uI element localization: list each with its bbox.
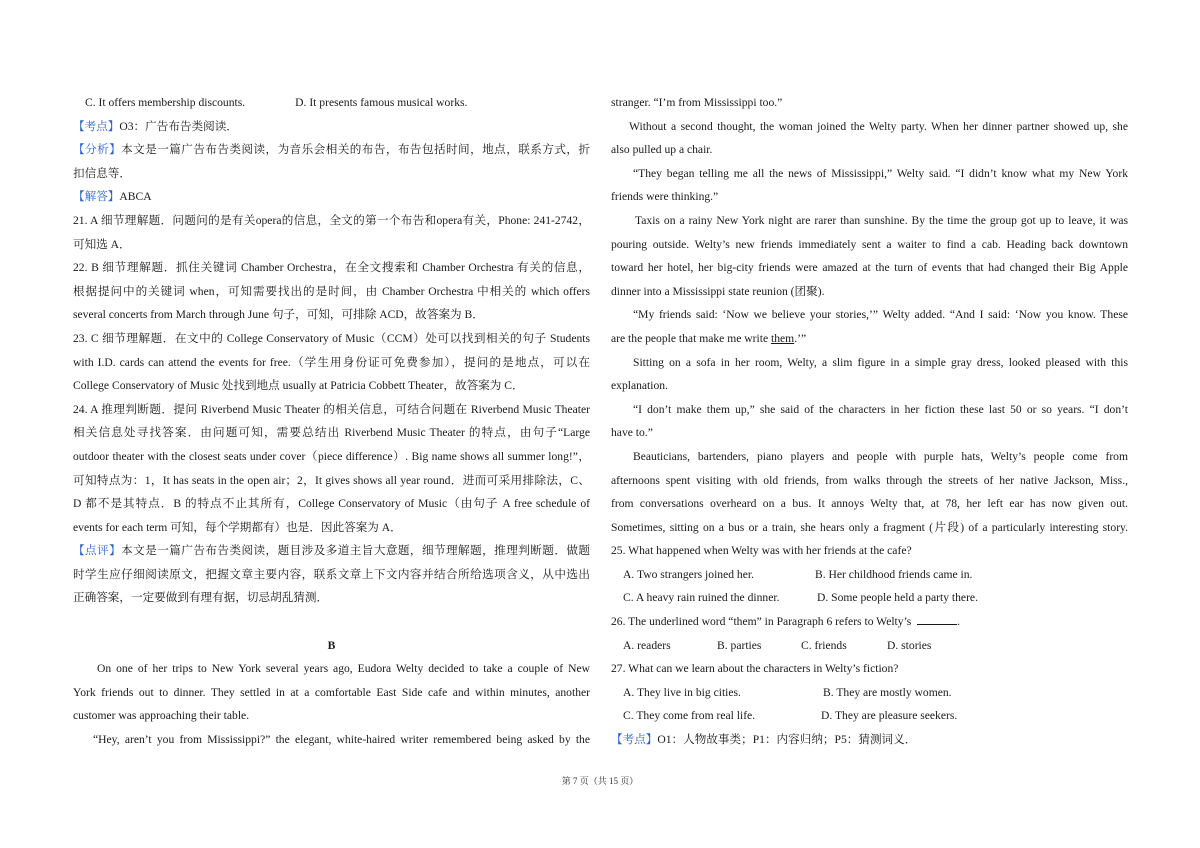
- q24-line-4: 可知特点为：1，It has seats in the open air；2，It gives shows all year round．进而可采用排除法，C、: [73, 473, 590, 487]
- q27-option-d: D. They are pleasure seekers.: [821, 709, 958, 723]
- q23-line-2: with I.D. cards can attend the events for free.（学生用身份证可免费参加），提问的是地点，可以在: [73, 355, 590, 369]
- question-26: [611, 610, 1128, 634]
- jieda-text: ABCA: [119, 190, 152, 204]
- q24-line-2: 相关信息处寻找答案．由问题可知，需要总结出 Riverbend Music Theater 的特点，由句子“Large: [73, 426, 590, 440]
- passage-line-22: from conversations overheard on a bus. It annoys Welty that, at 78, her left ear has now given out.: [611, 497, 1128, 511]
- q22-line-3: several concerts from March through June 句子，可知，可排除 ACD，故答案为 B．: [73, 308, 484, 322]
- q27-option-c: C. They come from real life.: [623, 709, 756, 723]
- q24-line-5: D 都不是其特点．B 的特点不止其所有，College Conservatory of Music（由句子 A free schedule of: [73, 497, 590, 511]
- q27-options-row-1: [611, 681, 1128, 705]
- q24-line-3: outdoor theater with the closest seats under cover（piece difference）. Big name shows all summer long!”，: [73, 449, 590, 463]
- option-d: D. It presents famous musical works.: [295, 96, 468, 109]
- passage-line-15: [611, 327, 1128, 351]
- passage-line-9: friends were thinking.”: [611, 190, 719, 204]
- jieda-tag: 【解答】: [73, 190, 120, 204]
- passage-line-21: afternoons spent visiting with old friends, from walks through the streets of her native Jackson, Miss.,: [611, 473, 1128, 487]
- passage-line-17: explanation.: [611, 379, 668, 393]
- spacer: [73, 610, 590, 634]
- fenxi-tag: 【分析】: [73, 143, 122, 157]
- q25-options-row-2: [611, 586, 1128, 610]
- passage-line-8: “They began telling me all the news of Mississippi,” Welty said. “I didn’t know what my New York: [633, 166, 1128, 180]
- q24-line-6: events for each term 可知，每个学期都有）也是．因此答案为 A．: [73, 520, 402, 534]
- answer-blank: [917, 612, 957, 625]
- passage-line-15-a: are the people that make me write: [611, 331, 771, 345]
- passage-line-11: pouring outside. Welty’s new friends immediately sent a waiter to find a cab. Heading back downtown: [611, 237, 1128, 251]
- q26-options-row: [611, 634, 1128, 658]
- q25-option-d: D. Some people held a party there.: [817, 591, 978, 605]
- fenxi-text-1: 本文是一篇广告布告类阅读，为音乐会相关的布告，布告包括时间，地点，联系方式，折: [121, 143, 590, 157]
- q25-options-row-1: [611, 563, 1128, 587]
- dianping-line-1: [73, 539, 590, 563]
- passage-line-20: Beauticians, bartenders, piano players and people with purple hats, Welty’s people come from: [633, 449, 1128, 463]
- q23-line-3: College Conservatory of Music 处找到地点 usually at Patricia Cobbett Theater，故答案为 C．: [73, 379, 524, 393]
- passage-line-12: toward her hotel, her big-city friends were amazed at the turn of events that had changed their Big Apple: [611, 261, 1128, 275]
- passage-line-18: “I don’t make them up,” she said of the characters in her fiction these last 50 or so years. “I don’t: [633, 402, 1128, 416]
- option-line: [73, 91, 590, 115]
- passage-line-4: “Hey, aren’t you from Mississippi?” the elegant, white-haired writer remembered being asked by the: [93, 733, 590, 747]
- q26-option-c: C. friends: [801, 638, 847, 652]
- dianping-line-3: 正确答案，一定要做到有理有据，切忌胡乱猜测．: [73, 591, 329, 605]
- fenxi-line-1: [73, 138, 590, 162]
- q23-line-1: 23. C 细节理解题．在文中的 College Conservatory of Music（CCM）处可以找到相关的句子 Students: [73, 331, 590, 345]
- passage-line-1: On one of her trips to New York several years ago, Eudora Welty decided to take a couple of New: [97, 662, 590, 676]
- q22-line-1: 22. B 细节理解题．抓住关键词 Chamber Orchestra，在全文搜索和 Chamber Orchestra 有关的信息，: [73, 261, 590, 275]
- passage-line-15-c: .’”: [794, 331, 807, 345]
- q25-option-b: B. Her childhood friends came in.: [815, 567, 973, 581]
- q22-line-2: 根据提问中的关键词 when，可知需要找出的是时间，由 Chamber Orchestra 中相关的 which offers: [73, 284, 590, 298]
- fenxi-line-2: 扣信息等．: [73, 166, 131, 180]
- question-27: 27. What can we learn about the characters in Welty’s fiction?: [611, 662, 899, 676]
- kaodian-line: [73, 115, 590, 139]
- option-c: C. It offers membership discounts.: [85, 96, 246, 109]
- underlined-word-them: them: [771, 331, 795, 345]
- section-heading: B: [327, 638, 336, 652]
- left-column: [73, 91, 590, 752]
- kaodian-line-right: [611, 728, 1128, 752]
- page-footer: 第 7 页（共 15 页）: [561, 776, 639, 786]
- passage-line-23: Sometimes, sitting on a bus or a train, she hears only a fragment (片段) of a particularly interesting story.: [611, 520, 1128, 534]
- q26-option-d: D. stories: [887, 638, 932, 652]
- passage-line-6: Without a second thought, the woman joined the Welty party. When her dinner partner showed up, she: [629, 119, 1128, 133]
- passage-line-5: stranger. “I’m from Mississippi too.”: [611, 96, 783, 109]
- right-column: [611, 91, 1128, 752]
- kaodian-text: O3：广告布告类阅读．: [119, 119, 238, 133]
- q26-option-a: A. readers: [623, 638, 671, 652]
- passage-line-14: “My friends said: ‘Now we believe your stories,’” Welty added. “And I said: ‘Now you know. These: [633, 308, 1128, 322]
- dianping-line-2: 时学生应仔细阅读原文，把握文章主要内容，联系文章上下文内容并结合所给选项含义，从中选出: [73, 567, 590, 581]
- q26-option-b: B. parties: [717, 638, 762, 652]
- q25-option-a: A. Two strangers joined her.: [623, 567, 754, 581]
- question-26-text: 26. The underlined word “them” in Paragraph 6 refers to Welty’s: [611, 615, 912, 629]
- question-25: 25. What happened when Welty was with her friends at the cafe?: [611, 544, 912, 558]
- passage-line-2: York friends out to dinner. They settled in at a comfortable East Side cafe and within minutes, another: [73, 685, 590, 699]
- passage-line-13: dinner into a Mississippi state reunion (团聚).: [611, 284, 825, 298]
- kaodian-tag: 【考点】: [73, 119, 120, 133]
- q24-line-1: 24. A 推理判断题．提问 Riverbend Music Theater 的相关信息，可结合问题在 Riverbend Music Theater: [73, 402, 590, 416]
- q21-line-2: 可知选 A．: [73, 237, 131, 251]
- passage-line-3: customer was approaching their table.: [73, 709, 250, 723]
- kaodian-text-right: O1：人物故事类；P1：内容归纳；P5：猜测词义．: [657, 733, 917, 747]
- passage-line-7: also pulled up a chair.: [611, 143, 713, 157]
- q27-options-row-2: [611, 704, 1128, 728]
- question-26-end: .: [957, 615, 961, 629]
- q21-line-1: 21. A 细节理解题．问题问的是有关opera的信息，全文的第一个布告和opera有关，Phone: 241-2742，: [73, 213, 590, 227]
- passage-line-10: Taxis on a rainy New York night are rarer than sunshine. By the time the group got up to leave, it was: [635, 213, 1128, 227]
- dianping-tag: 【点评】: [73, 544, 122, 558]
- kaodian-tag-right: 【考点】: [611, 733, 658, 747]
- q27-option-a: A. They live in big cities.: [623, 685, 741, 699]
- passage-line-19: have to.”: [611, 426, 653, 440]
- dianping-text-1: 本文是一篇广告布告类阅读，题目涉及多道主旨大意题，细节理解题，推理判断题．做题: [121, 544, 590, 558]
- q27-option-b: B. They are mostly women.: [823, 685, 952, 699]
- q25-option-c: C. A heavy rain ruined the dinner.: [623, 591, 780, 605]
- jieda-line: [73, 185, 590, 209]
- passage-line-16: Sitting on a sofa in her room, Welty, a slim figure in a simple gray dress, looked pleased with this: [633, 355, 1128, 369]
